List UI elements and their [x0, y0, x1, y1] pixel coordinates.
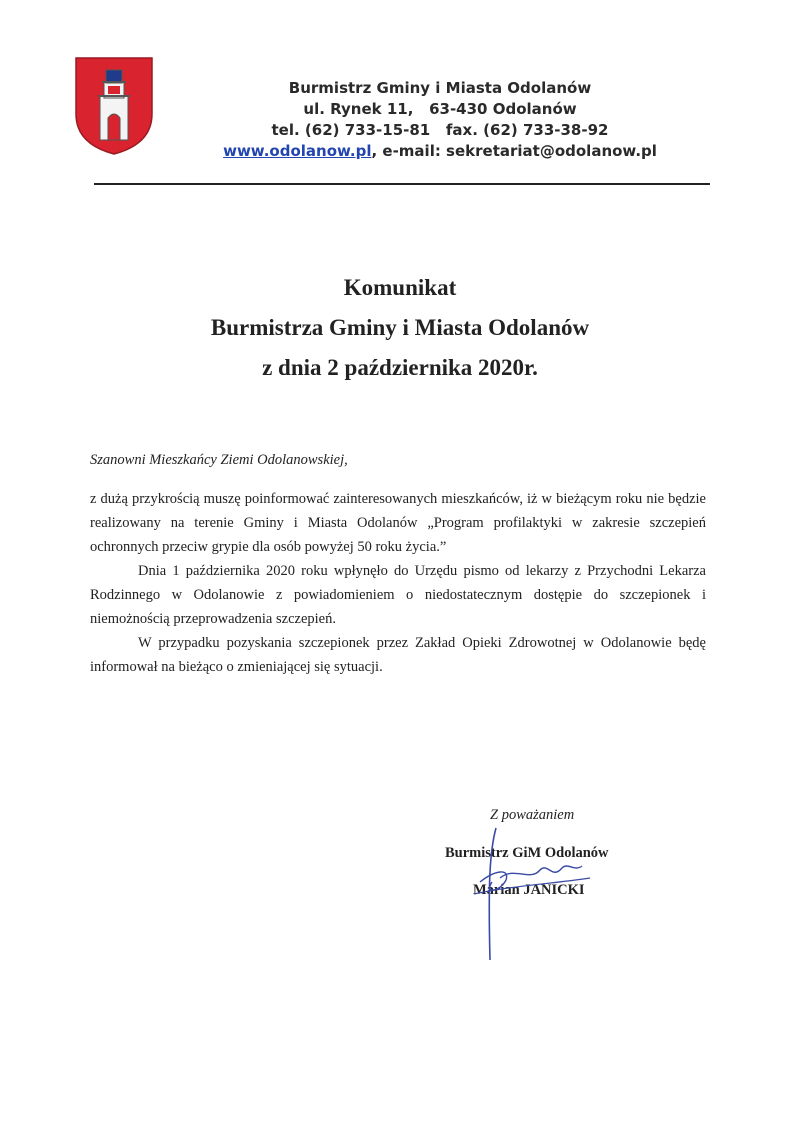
- title-line-3: z dnia 2 października 2020r.: [262, 355, 538, 380]
- paragraph-1: z dużą przykrością muszę poinformować zainteresowanych mieszkańców, iż w bieżącym roku nie będzie realizowany na terenie Gminy i Miasta Odolanów „Program profilaktyki w zakresie szczepień ochronnych przeciw grypie dla osób powyżej 50 roku życia.”: [90, 491, 706, 555]
- document-title: [100, 268, 700, 388]
- title-line-2: Burmistrza Gminy i Miasta Odolanów: [210, 315, 590, 340]
- closing: Z poważaniem: [490, 807, 575, 823]
- paragraph-2: Dnia 1 października 2020 roku wpłynęło do Urzędu pismo od lekarzy z Przychodni Lekarza Rodzinnego w Odolanowie z powiadomieniem o niedostatecznym dostępie do szczepionek i niemożnością przeprowadzenia szczepień.: [90, 563, 706, 627]
- email-text: , e-mail: sekretariat@odolanow.pl: [371, 142, 657, 160]
- title-line-1: Komunikat: [343, 275, 457, 300]
- letterhead: [160, 78, 720, 162]
- website-link[interactable]: www.odolanow.pl: [223, 142, 372, 160]
- letterhead-office: Burmistrz Gminy i Miasta Odolanów: [288, 79, 592, 97]
- letterhead-address: ul. Rynek 11, 63-430 Odolanów: [303, 100, 577, 118]
- letterhead-contact: [160, 141, 720, 162]
- coat-of-arms-logo: [74, 56, 154, 156]
- signatory-name: Marian JANICKI: [473, 882, 585, 898]
- paragraph-3: W przypadku pozyskania szczepionek przez Zakład Opieki Zdrowotnej w Odolanowie będę informował na bieżąco o zmieniającej się sytuacji.: [90, 635, 706, 675]
- letterhead-phone-fax: tel. (62) 733-15-81 fax. (62) 733-38-92: [271, 121, 609, 139]
- letter-body: [90, 487, 706, 679]
- signatory-title: Burmistrz GiM Odolanów: [445, 845, 609, 861]
- header-divider: [94, 183, 710, 185]
- salutation: Szanowni Mieszkańcy Ziemi Odolanowskiej,: [90, 452, 348, 468]
